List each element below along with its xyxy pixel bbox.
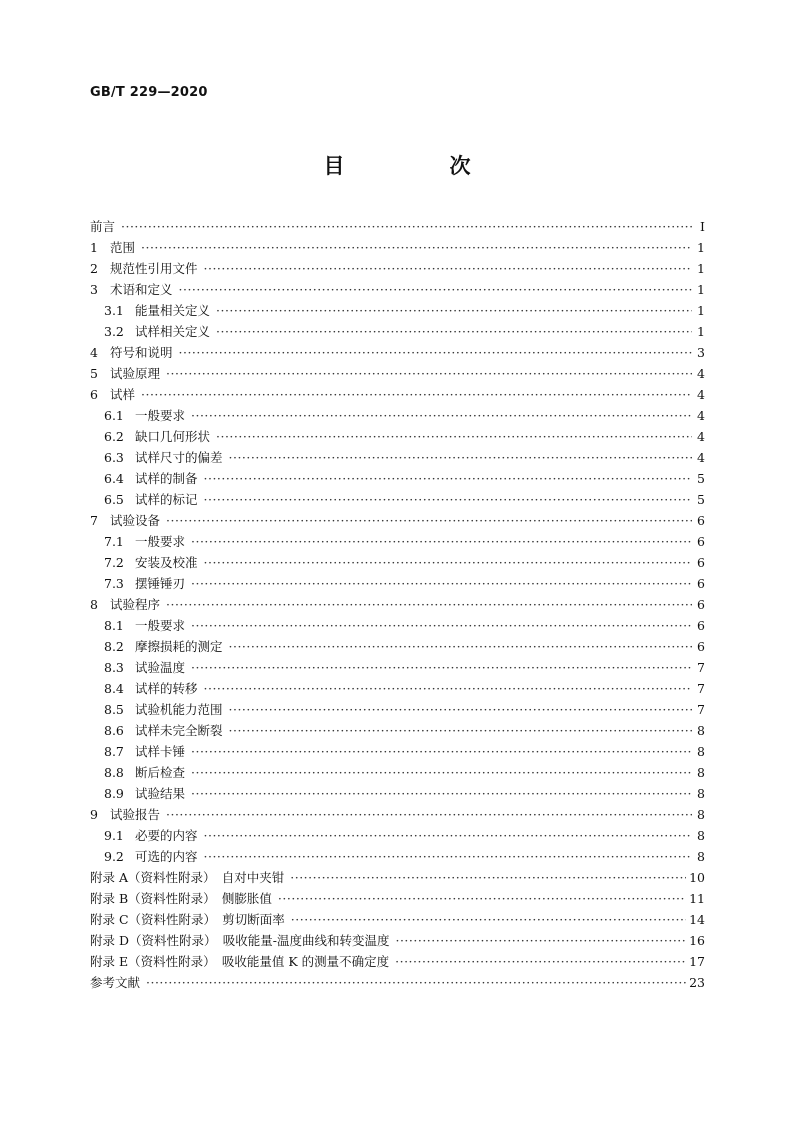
toc-entry-page: 7 bbox=[697, 702, 705, 717]
toc-leader-dots bbox=[229, 447, 692, 468]
toc-entry-label: 前言 bbox=[90, 219, 116, 234]
toc-leader-dots bbox=[291, 909, 686, 930]
toc-entry-number: 7.2 bbox=[104, 555, 124, 570]
toc-entry-label: 试样的转移 bbox=[135, 681, 198, 696]
toc-entry[interactable] bbox=[90, 489, 705, 510]
toc-leader-dots bbox=[204, 468, 692, 489]
toc-entry[interactable] bbox=[90, 531, 705, 552]
toc-leader-dots bbox=[216, 426, 692, 447]
toc-entry-number: 9.2 bbox=[104, 849, 124, 864]
toc-leader-dots bbox=[204, 489, 692, 510]
toc-entry-label: 符号和说明 bbox=[110, 345, 173, 360]
toc-entry-page: 6 bbox=[697, 513, 705, 528]
toc-entry-label: 试验机能力范围 bbox=[135, 702, 223, 717]
toc-entry-page: 4 bbox=[697, 429, 705, 444]
toc-leader-dots bbox=[204, 678, 692, 699]
toc-entry[interactable] bbox=[90, 804, 705, 825]
toc-entry-number: 6.5 bbox=[104, 492, 124, 507]
toc-entry-label: 试样的标记 bbox=[135, 492, 198, 507]
toc-entry-number: 2 bbox=[90, 261, 98, 276]
toc-leader-dots bbox=[191, 741, 692, 762]
toc-entry-page: 8 bbox=[697, 723, 705, 738]
toc-entry-label: 摆锤锤刃 bbox=[135, 576, 186, 591]
toc-entry-page: 6 bbox=[697, 597, 705, 612]
toc-entry[interactable] bbox=[90, 342, 705, 363]
toc-leader-dots bbox=[229, 720, 692, 741]
toc-entry[interactable] bbox=[90, 510, 705, 531]
toc-entry-page: 4 bbox=[697, 387, 705, 402]
toc-entry[interactable] bbox=[90, 615, 705, 636]
toc-entry[interactable] bbox=[90, 384, 705, 405]
toc-entry-number: 8.9 bbox=[104, 786, 124, 801]
toc-entry-label: 一般要求 bbox=[135, 408, 186, 423]
toc-entry[interactable] bbox=[90, 930, 705, 951]
toc-entry[interactable] bbox=[90, 321, 705, 342]
toc-entry-page: 6 bbox=[697, 534, 705, 549]
toc-entry[interactable] bbox=[90, 762, 705, 783]
toc-entry-number: 8 bbox=[90, 597, 98, 612]
toc-entry-number: 8.7 bbox=[104, 744, 124, 759]
toc-entry-number: 6.3 bbox=[104, 450, 124, 465]
toc-entry-label: 附录 D（资料性附录） 吸收能量-温度曲线和转变温度 bbox=[90, 933, 390, 948]
toc-entry[interactable] bbox=[90, 573, 705, 594]
toc-entry-label: 试验原理 bbox=[110, 366, 161, 381]
toc-entry-label: 试样的制备 bbox=[135, 471, 198, 486]
toc-entry-label: 试样尺寸的偏差 bbox=[135, 450, 223, 465]
toc-entry-page: 23 bbox=[689, 975, 705, 990]
toc-entry-page: Ⅰ bbox=[700, 219, 705, 234]
toc-entry-number: 8.2 bbox=[104, 639, 124, 654]
toc-entry-page: 4 bbox=[697, 450, 705, 465]
toc-leader-dots bbox=[191, 657, 692, 678]
toc-entry[interactable] bbox=[90, 405, 705, 426]
toc-entry-page: 8 bbox=[697, 744, 705, 759]
toc-entry-number: 8.1 bbox=[104, 618, 124, 633]
toc-entry-number: 8.5 bbox=[104, 702, 124, 717]
toc-entry[interactable] bbox=[90, 447, 705, 468]
toc-entry[interactable] bbox=[90, 594, 705, 615]
toc-entry[interactable] bbox=[90, 972, 705, 993]
toc-entry-number: 7.3 bbox=[104, 576, 124, 591]
toc-entry-label: 附录 C（资料性附录） 剪切断面率 bbox=[90, 912, 285, 927]
toc-entry-number: 4 bbox=[90, 345, 98, 360]
toc-entry-page: 8 bbox=[697, 807, 705, 822]
toc-entry-number: 8.3 bbox=[104, 660, 124, 675]
toc-leader-dots bbox=[141, 384, 692, 405]
toc-entry-number: 7.1 bbox=[104, 534, 124, 549]
toc-leader-dots bbox=[204, 258, 692, 279]
toc-entry-number: 3.1 bbox=[104, 303, 124, 318]
toc-entry[interactable] bbox=[90, 846, 705, 867]
toc-entry[interactable] bbox=[90, 741, 705, 762]
toc-leader-dots bbox=[278, 888, 686, 909]
toc-entry[interactable] bbox=[90, 678, 705, 699]
toc-entry-page: 11 bbox=[689, 891, 705, 906]
toc-entry-number: 8.6 bbox=[104, 723, 124, 738]
toc-entry-page: 1 bbox=[697, 324, 705, 339]
toc-entry-page: 8 bbox=[697, 786, 705, 801]
toc-entry-page: 7 bbox=[697, 660, 705, 675]
toc-entry-number: 6 bbox=[90, 387, 98, 402]
toc-entry-label: 附录 E（资料性附录） 吸收能量值 K 的测量不确定度 bbox=[90, 954, 390, 969]
toc-leader-dots bbox=[395, 930, 686, 951]
toc-entry-label: 范围 bbox=[110, 240, 136, 255]
toc-entry[interactable] bbox=[90, 699, 705, 720]
toc-entry-number: 6.1 bbox=[104, 408, 124, 423]
toc-entry-label: 试样相关定义 bbox=[135, 324, 211, 339]
toc-leader-dots bbox=[216, 321, 692, 342]
toc-entry[interactable] bbox=[90, 279, 705, 300]
toc-entry[interactable] bbox=[90, 720, 705, 741]
toc-entry-number: 8.4 bbox=[104, 681, 124, 696]
toc-entry[interactable] bbox=[90, 468, 705, 489]
toc-entry-number: 3.2 bbox=[104, 324, 124, 339]
toc-entry-page: 4 bbox=[697, 408, 705, 423]
toc-entry-page: 1 bbox=[697, 303, 705, 318]
toc-leader-dots bbox=[204, 552, 692, 573]
toc-entry-page: 1 bbox=[697, 282, 705, 297]
toc-entry-label: 断后检查 bbox=[135, 765, 186, 780]
toc-entry[interactable] bbox=[90, 216, 705, 237]
toc-leader-dots bbox=[191, 615, 692, 636]
toc-entry[interactable] bbox=[90, 951, 705, 972]
toc-entry-page: 8 bbox=[697, 828, 705, 843]
toc-entry-page: 6 bbox=[697, 576, 705, 591]
toc-entry-label: 一般要求 bbox=[135, 534, 186, 549]
toc-entry-label: 试样未完全断裂 bbox=[135, 723, 223, 738]
toc-leader-dots bbox=[191, 405, 692, 426]
toc-leader-dots bbox=[191, 573, 692, 594]
toc-entry-page: 5 bbox=[697, 492, 705, 507]
toc-entry-page: 7 bbox=[697, 681, 705, 696]
toc-entry-number: 9 bbox=[90, 807, 98, 822]
toc-entry-label: 附录 B（资料性附录） 侧膨胀值 bbox=[90, 891, 272, 906]
toc-entry[interactable] bbox=[90, 363, 705, 384]
toc-leader-dots bbox=[179, 342, 692, 363]
page-title: 目 次 bbox=[323, 153, 513, 178]
document-code: GB/T 229—2020 bbox=[90, 85, 208, 100]
toc-entry-label: 安装及校准 bbox=[135, 555, 198, 570]
toc-entry[interactable] bbox=[90, 237, 705, 258]
toc-entry[interactable] bbox=[90, 867, 705, 888]
toc-entry-page: 4 bbox=[697, 366, 705, 381]
toc-entry-page: 8 bbox=[697, 849, 705, 864]
table-of-contents bbox=[90, 216, 705, 993]
toc-entry-label: 试验设备 bbox=[110, 513, 161, 528]
toc-leader-dots bbox=[191, 762, 692, 783]
toc-leader-dots bbox=[146, 972, 686, 993]
toc-leader-dots bbox=[229, 699, 692, 720]
toc-entry-label: 试样 bbox=[110, 387, 136, 402]
toc-entry-number: 5 bbox=[90, 366, 98, 381]
toc-entry[interactable] bbox=[90, 636, 705, 657]
toc-leader-dots bbox=[166, 594, 692, 615]
toc-entry[interactable] bbox=[90, 552, 705, 573]
toc-entry[interactable] bbox=[90, 258, 705, 279]
toc-entry[interactable] bbox=[90, 909, 705, 930]
toc-entry-label: 缺口几何形状 bbox=[135, 429, 211, 444]
toc-entry-label: 试验程序 bbox=[110, 597, 161, 612]
toc-entry-page: 16 bbox=[689, 933, 705, 948]
toc-entry-page: 5 bbox=[697, 471, 705, 486]
toc-entry-page: 6 bbox=[697, 618, 705, 633]
toc-entry-label: 规范性引用文件 bbox=[110, 261, 198, 276]
toc-leader-dots bbox=[290, 867, 686, 888]
toc-entry-number: 6.4 bbox=[104, 471, 124, 486]
toc-entry-label: 参考文献 bbox=[90, 975, 141, 990]
toc-entry[interactable] bbox=[90, 657, 705, 678]
toc-entry-page: 14 bbox=[689, 912, 705, 927]
toc-entry[interactable] bbox=[90, 888, 705, 909]
toc-leader-dots bbox=[191, 531, 692, 552]
toc-entry[interactable] bbox=[90, 426, 705, 447]
toc-leader-dots bbox=[166, 363, 692, 384]
toc-leader-dots bbox=[204, 846, 692, 867]
toc-entry-page: 6 bbox=[697, 555, 705, 570]
toc-entry-page: 10 bbox=[689, 870, 705, 885]
toc-leader-dots bbox=[166, 804, 692, 825]
toc-leader-dots bbox=[204, 825, 692, 846]
toc-leader-dots bbox=[191, 783, 692, 804]
toc-entry-label: 术语和定义 bbox=[110, 282, 173, 297]
toc-entry-label: 可选的内容 bbox=[135, 849, 198, 864]
toc-entry-number: 8.8 bbox=[104, 765, 124, 780]
toc-entry-label: 能量相关定义 bbox=[135, 303, 211, 318]
toc-entry-page: 1 bbox=[697, 240, 705, 255]
toc-entry-label: 试验报告 bbox=[110, 807, 161, 822]
toc-leader-dots bbox=[141, 237, 692, 258]
toc-entry-number: 1 bbox=[90, 240, 98, 255]
toc-entry-number: 3 bbox=[90, 282, 98, 297]
toc-entry[interactable] bbox=[90, 783, 705, 804]
toc-entry-label: 附录 A（资料性附录） 自对中夹钳 bbox=[90, 870, 285, 885]
toc-leader-dots bbox=[216, 300, 692, 321]
toc-entry-label: 试验结果 bbox=[135, 786, 186, 801]
toc-entry-label: 试验温度 bbox=[135, 660, 186, 675]
toc-entry[interactable] bbox=[90, 825, 705, 846]
toc-leader-dots bbox=[179, 279, 692, 300]
toc-entry-number: 7 bbox=[90, 513, 98, 528]
toc-entry-page: 6 bbox=[697, 639, 705, 654]
toc-entry-number: 9.1 bbox=[104, 828, 124, 843]
toc-entry-label: 试样卡锤 bbox=[135, 744, 186, 759]
toc-leader-dots bbox=[395, 951, 686, 972]
toc-entry-page: 3 bbox=[697, 345, 705, 360]
toc-entry-page: 8 bbox=[697, 765, 705, 780]
toc-entry-label: 一般要求 bbox=[135, 618, 186, 633]
toc-leader-dots bbox=[166, 510, 692, 531]
toc-entry-page: 1 bbox=[697, 261, 705, 276]
toc-leader-dots bbox=[229, 636, 692, 657]
toc-entry-label: 必要的内容 bbox=[135, 828, 198, 843]
toc-entry-page: 17 bbox=[689, 954, 705, 969]
toc-entry[interactable] bbox=[90, 300, 705, 321]
toc-entry-number: 6.2 bbox=[104, 429, 124, 444]
toc-entry-label: 摩擦损耗的测定 bbox=[135, 639, 223, 654]
toc-leader-dots bbox=[121, 216, 692, 237]
